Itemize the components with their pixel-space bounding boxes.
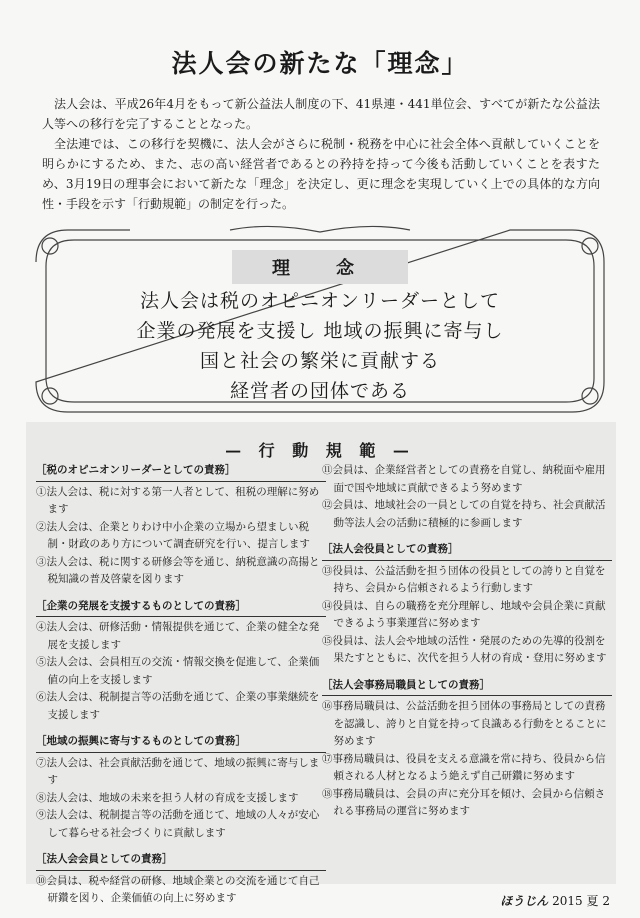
code-item: ⑰事務局職員は、役員を支える意識を常に持ち、役員から信頼される人材となるよう絶えず自己研鑽に努めます: [322, 752, 606, 782]
code-item: ⑪会員は、企業経営者としての責務を自覚し、納税面や雇用面で国や地域に貢献できるよう努めます: [322, 464, 606, 494]
code-item: ⑥法人会は、税制提言等の活動を通じて、企業の事業継続を支援します: [36, 691, 320, 721]
code-item: ⑤法人会は、会員相互の交流・情報交換を促進して、企業価値の向上を支援します: [36, 656, 320, 686]
code-item: ⑧法人会は、地域の未来を担う人材の育成を支援します: [36, 791, 299, 804]
code-item: ⑬役員は、公益活動を担う団体の役員としての誇りと自覚を持ち、会員から信頼されるよう行動します: [322, 564, 606, 594]
code-item: ⑭役員は、自らの職務を充分理解し、地域や会員企業に貢献できるよう事業運営に努めます: [322, 599, 606, 629]
code-item: ⑮役員は、法人会や地域の活性・発展のための先導的役割を果たすとともに、次代を担う人材の育成・登用に努めます: [322, 634, 607, 664]
rinen-statement: [0, 286, 640, 406]
rinen-heading: [0, 250, 640, 284]
code-section: [322, 462, 612, 532]
code-item: ⑦法人会は、社会貢献活動を通じて、地域の振興に寄与します: [36, 756, 320, 786]
code-item: ①法人会は、税に対する第一人者として、租税の理解に努めます: [36, 485, 320, 515]
code-section: [36, 733, 326, 842]
code-section-heading: ［法人会役員としての責務］: [322, 541, 612, 561]
code-section: [322, 677, 612, 821]
page-title: 法人会の新たな「理念」: [171, 49, 469, 78]
code-section-heading: ［企業の発展を支援するものとしての責務］: [36, 598, 326, 618]
code-item: ⑫会員は、地域社会の一員としての自覚を持ち、社会貢献活動等法人会の活動に積極的に参画します: [322, 499, 606, 529]
code-section: [36, 598, 326, 725]
code-section: [36, 462, 326, 589]
code-section: [36, 851, 326, 908]
rinen-line: 法人会は税のオピニオンリーダーとして: [139, 290, 500, 312]
magazine-logo: ほうじん: [500, 894, 549, 908]
intro-text: [42, 94, 600, 214]
code-left-column: [36, 462, 326, 917]
code-section-heading: ［法人会事務局職員としての責務］: [322, 677, 612, 697]
code-section-heading: ［税のオピニオンリーダーとしての責務］: [36, 462, 326, 482]
rinen-line: 国と社会の繁栄に貢献する: [199, 350, 440, 372]
code-of-conduct-title: — 行 動 規 範 —: [225, 441, 415, 460]
code-section-heading: ［地域の振興に寄与するものとしての責務］: [36, 733, 326, 753]
issue-season: 夏: [586, 894, 599, 908]
issue-year: 2015: [552, 894, 583, 908]
code-item: ②法人会は、企業とりわけ中小企業の立場から望ましい税制・財政のあり方について調査研究を行い、提言します: [36, 520, 310, 550]
rinen-heading-label: 理 念: [232, 250, 408, 284]
code-section-heading: ［法人会会員としての責務］: [36, 851, 326, 871]
page-number: 2: [602, 894, 610, 908]
code-item: ④法人会は、研修活動・情報提供を通じて、企業の健全な発展を支援します: [36, 621, 320, 651]
code-item: ⑩会員は、税や経営の研修、地域企業との交流を通じて自己研鑽を図り、企業価値の向上に努めます: [36, 874, 320, 904]
code-section: [322, 541, 612, 668]
code-item: ⑨法人会は、税制提言等の活動を通じて、地域の人々が安心して暮らせる社会づくりに貢献します: [36, 809, 320, 839]
code-item: ⑱事務局職員は、会員の声に充分耳を傾け、会員から信頼される事務局の運営に努めます: [322, 787, 606, 817]
intro-paragraph-2: 全法連では、この移行を契機に、法人会がさらに税制・税務を中心に社会全体へ貢献していくことを明らかにするため、また、志の高い経営者であるとの矜持を持って今後も活動していくことを表すため、3月19日の理事会において新たな「理念」を決定し、更に理念を実現していく上での具体的な方向性・手段を示す「行動規範」の制定を行った。: [42, 137, 600, 211]
code-item: ③法人会は、税に関する研修会等を通じ、納税意識の高揚と税知識の普及啓蒙を図ります: [36, 555, 320, 585]
intro-paragraph-1: 法人会は、平成26年4月をもって新公益法人制度の下、41県連・441単位会、すべてが新たな公益法人等への移行を完了することとなった。: [42, 97, 600, 131]
code-title-label: 行 動 規 範: [258, 441, 382, 460]
rinen-line: 経営者の団体である: [229, 380, 410, 402]
page-footer: [500, 892, 610, 909]
rinen-line: 企業の発展を支援し 地域の振興に寄与し: [136, 320, 504, 342]
code-right-column: [322, 462, 612, 830]
code-item: ⑯事務局職員は、公益活動を担う団体の事務局としての責務を認識し、誇りと自覚を持って良識ある行動をとることに努めます: [322, 700, 607, 747]
